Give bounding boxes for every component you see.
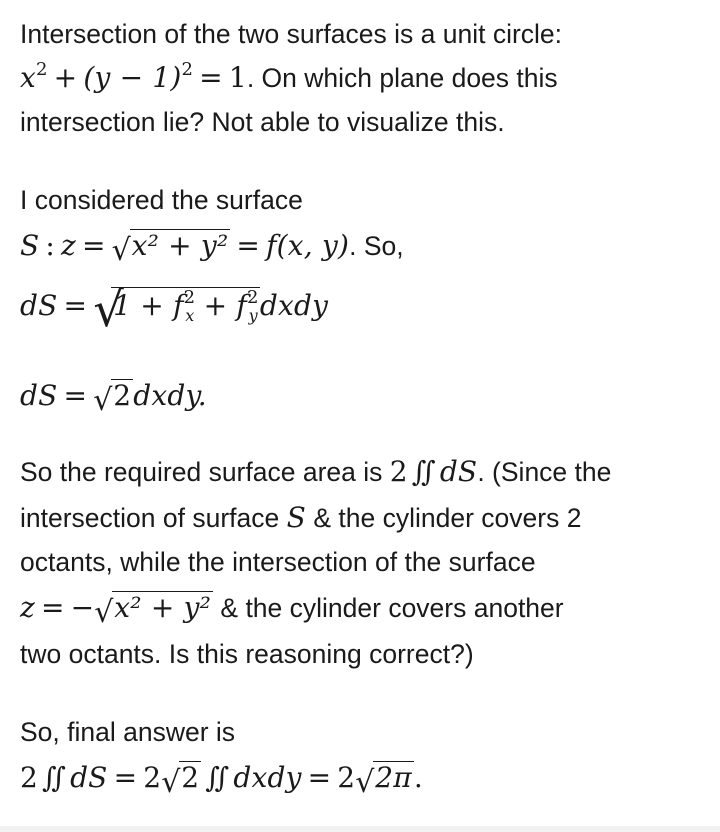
text: two octants. Is this reasoning correct?) [20,639,474,669]
text-line [20,100,505,144]
text-line [20,632,474,676]
text: . (Since the [477,457,612,487]
text-line [20,178,303,222]
text-line [20,710,235,754]
text-line [20,224,404,268]
text: octants, while the intersection of the surface [20,547,536,577]
text-line [20,756,423,800]
text: I considered the surface [20,185,303,215]
text: So, final answer is [20,717,236,747]
text-line [20,496,581,540]
equation-final: 2 ∬ dS = 2 √ 2 ∬ dxdy = 2 √ 2π. [20,761,423,794]
text: So the required surface area is [20,457,383,487]
equation-lower-cone: z = − √ x² + y² [20,591,213,624]
text: . So, [349,231,404,261]
sqrt: √ x² + y² [94,591,212,630]
text-line [20,282,329,338]
text-line [20,586,564,630]
text: . On which plane does this [246,63,558,93]
text-line [20,450,611,494]
bottom-divider [0,826,720,832]
equation-surface: S : z = √ x² + y² = f(x, y) [20,229,349,262]
text: Intersection of the two surfaces is a unit circle: [20,19,563,49]
equation-ds: dS = √ $1 + f^2_x$ + $f^2_ydxdy$ [20,282,329,338]
text: intersection lie? Not able to visualize this. [20,107,505,137]
text-line [20,56,558,100]
sqrt: √ x² + y² [111,229,229,268]
text: intersection of surface [20,503,280,533]
text-line [20,374,207,418]
sqrt: √ 2 [161,761,200,800]
text-line [20,540,536,584]
math-s: S [286,501,307,534]
text: & the cylinder covers 2 [313,503,582,533]
equation-ds-simplified: dS = √ 2dxdy. [20,379,207,412]
equation-area: 2 ∬ dS [389,455,478,488]
equation-circle: $x^2 + (y - 1)^2 = 1$ [20,59,247,94]
text-line [20,12,562,56]
sqrt: √ 2π [355,761,412,800]
text: & the cylinder covers another [220,593,564,623]
sqrt: √ $1 + f^2_x + f^2_y$ [93,282,259,338]
sqrt: √ 2 [93,379,132,418]
